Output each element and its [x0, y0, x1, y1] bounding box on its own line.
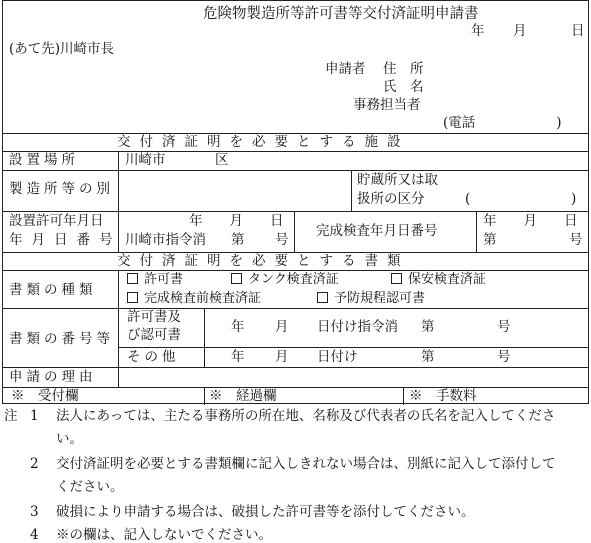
- inspection-dai: 第: [483, 232, 497, 248]
- date-year: 年: [471, 23, 485, 39]
- checkbox[interactable]: [317, 292, 328, 303]
- location-ward: 区: [215, 152, 229, 168]
- permit-row-label-line2: び認可書: [127, 327, 181, 343]
- documents-section-title: 交付済証明を必要とする書類: [117, 253, 410, 269]
- location-city: 川崎市: [125, 152, 166, 168]
- receipt-field: ※ 受付欄: [11, 388, 79, 404]
- option-tank-inspection[interactable]: タンク検査済証: [231, 273, 339, 286]
- inspection-go: 号: [569, 232, 583, 248]
- note-number: 4: [30, 527, 39, 543]
- phone-label: (電話 ): [443, 115, 562, 131]
- facility-section-title: 交付済証明を必要とする施設: [117, 134, 410, 150]
- permit-label-line1: 設置許可年月日: [9, 213, 104, 229]
- application-form: [2, 0, 589, 404]
- permit-number-prefix: 川崎市指令消: [125, 232, 206, 248]
- permit-number-dai: 第: [231, 232, 245, 248]
- divider: [403, 387, 404, 405]
- other-row-dai: 第: [421, 349, 435, 365]
- addressee: (あて先)川崎市長: [9, 41, 115, 57]
- other-row-date-suffix: 日付け: [317, 349, 358, 365]
- divider: [118, 270, 119, 387]
- form-title: 危険物製造所等許可書等交付済証明申請書: [203, 6, 479, 22]
- permit-row-label-line1: 許可書及: [127, 309, 181, 325]
- document-number-label: 書類の番号等: [9, 331, 114, 347]
- option-security-inspection[interactable]: 保安検査済証: [391, 273, 486, 286]
- option-prevention-rules[interactable]: 予防規程認可書: [317, 292, 425, 305]
- date-month: 月: [513, 23, 527, 39]
- permit-row-dai: 第: [421, 319, 435, 335]
- option-pre-completion-inspection[interactable]: 完成検査前検査済証: [127, 292, 261, 305]
- rule: [3, 151, 588, 152]
- checkbox[interactable]: [127, 273, 138, 284]
- fee-field: ※ 手数料: [409, 388, 477, 404]
- rule: [3, 211, 588, 212]
- permit-row-year: 年: [231, 319, 245, 335]
- address-label: 住 所: [383, 61, 424, 77]
- divider: [294, 211, 295, 252]
- note-text: ※の欄は、記入しないでください。: [56, 527, 272, 543]
- storage-label-line1: 貯蔵所又は取: [357, 172, 438, 188]
- checkbox[interactable]: [391, 273, 402, 284]
- staff-label: 事務担当者: [353, 97, 421, 113]
- rule: [3, 387, 588, 388]
- note-number: 1: [30, 408, 39, 424]
- location-label: 設置場所: [9, 152, 79, 168]
- permit-label-line2: 年月日番号: [9, 232, 122, 248]
- note-text: い。: [56, 431, 83, 447]
- date-day: 日: [571, 23, 585, 39]
- other-row-label: その他: [127, 349, 180, 365]
- checkbox[interactable]: [127, 292, 138, 303]
- inspection-label: 完成検査年月日番号: [316, 223, 438, 239]
- storage-paren-close: ): [571, 191, 577, 207]
- rule: [3, 367, 588, 368]
- progress-field: ※ 経過欄: [209, 388, 277, 404]
- note-number: 2: [30, 456, 39, 472]
- storage-paren-open: (: [465, 191, 471, 207]
- divider: [204, 308, 205, 367]
- notes-label: 注: [4, 408, 18, 424]
- other-row-go: 号: [497, 349, 511, 365]
- name-label: 氏 名: [383, 79, 424, 95]
- option-permit[interactable]: 許可書: [127, 273, 183, 286]
- other-row-year: 年: [231, 349, 245, 365]
- rule: [119, 347, 588, 348]
- note-text: 交付済証明を必要とする書類欄に記入しきれない場合は、別紙に記入して添付して: [56, 456, 556, 472]
- permit-number-go: 号: [275, 232, 289, 248]
- divider: [476, 211, 477, 252]
- type-label: 製造所等の別: [9, 181, 114, 197]
- permit-row-date-suffix: 日付け指令消: [317, 319, 398, 335]
- rule: [3, 270, 588, 271]
- permit-date: 年 月 日: [189, 213, 284, 229]
- note-text: ください。: [56, 479, 124, 495]
- rule: [3, 308, 588, 309]
- note-text: 法人にあっては、主たる事務所の所在地、名称及び代表者の氏名を記入してくださ: [56, 408, 556, 424]
- document-kind-label: 書類の種類: [9, 282, 97, 298]
- applicant-label: 申請者: [325, 61, 366, 77]
- rule: [3, 170, 588, 171]
- note-text: 破損により申請する場合は、破損した許可書等を添付してください。: [56, 504, 475, 520]
- permit-row-go: 号: [497, 319, 511, 335]
- checkbox[interactable]: [231, 273, 242, 284]
- other-row-month: 月: [275, 349, 289, 365]
- permit-row-month: 月: [275, 319, 289, 335]
- divider: [351, 170, 352, 211]
- inspection-date: 年 月 日: [483, 213, 578, 229]
- storage-label-line2: 扱所の区分: [357, 191, 425, 207]
- divider: [204, 387, 205, 405]
- note-number: 3: [30, 504, 39, 520]
- reason-label: 申請の理由: [9, 369, 97, 385]
